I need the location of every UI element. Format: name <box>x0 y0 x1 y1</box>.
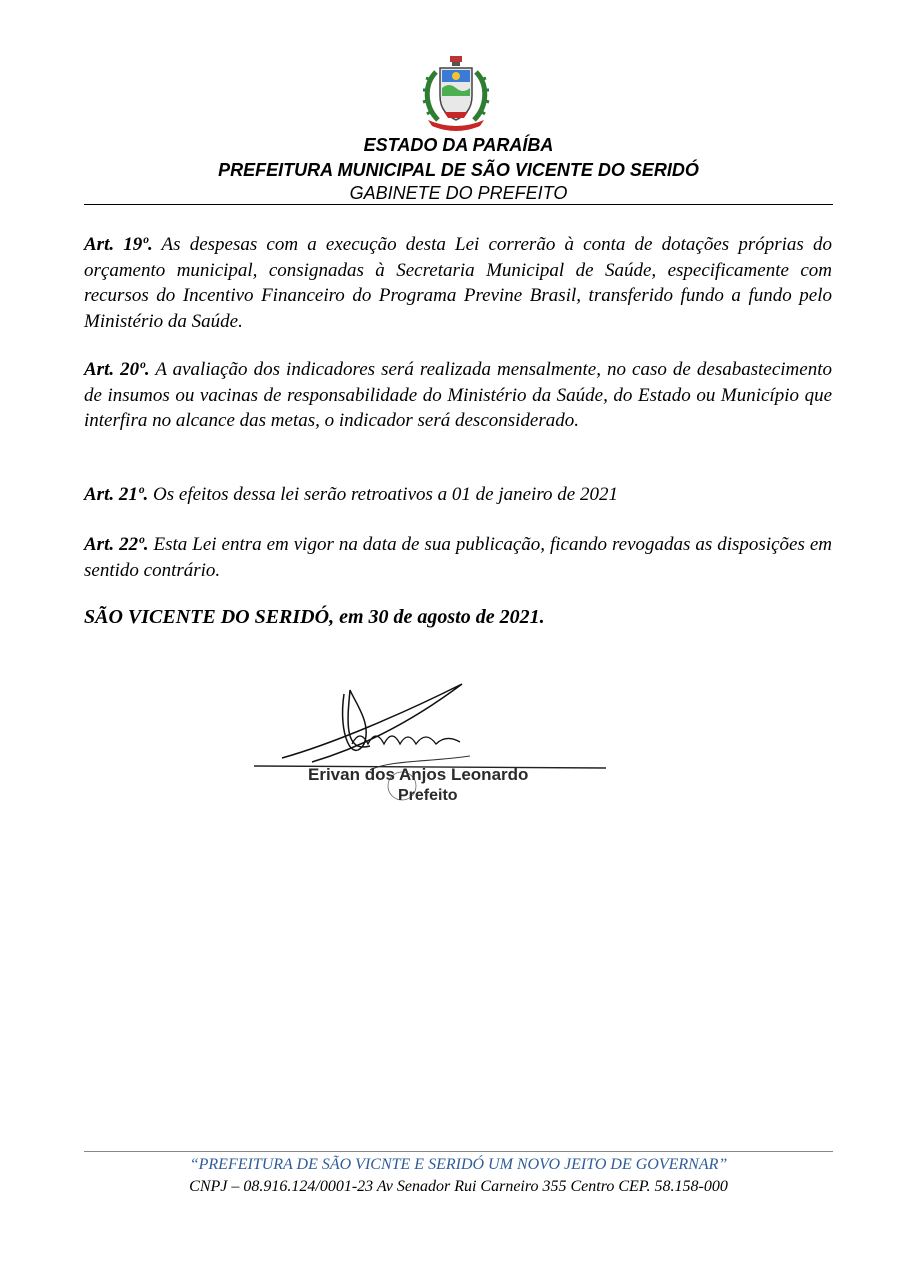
coat-of-arms-icon <box>418 54 494 134</box>
signer-role: Prefeito <box>398 787 458 804</box>
header-divider <box>84 204 833 205</box>
header-state: ESTADO DA PARAÍBA <box>363 135 554 155</box>
article-20-label: Art. 20º. <box>84 359 150 380</box>
article-21-text: Os efeitos dessa lei serão retroativos a 01 de janeiro de 2021 <box>153 484 618 505</box>
article-19 <box>84 232 832 334</box>
article-20 <box>84 357 832 434</box>
article-21-label: Art. 21º. <box>84 484 149 505</box>
article-19-label: Art. 19º. <box>84 234 153 255</box>
footer-slogan: “PREFEITURA DE SÃO VICNTE E SERIDÓ UM NOVO JEITO DE GOVERNAR” <box>189 1156 728 1173</box>
header-office: GABINETE DO PREFEITO <box>349 183 568 203</box>
dateline: SÃO VICENTE DO SERIDÓ, em 30 de agosto de 2021. <box>84 606 545 628</box>
article-22-label: Art. 22º. <box>84 534 149 555</box>
header-municipality: PREFEITURA MUNICIPAL DE SÃO VICENTE DO SERIDÓ <box>218 160 699 180</box>
footer-divider <box>84 1151 833 1152</box>
article-21 <box>84 482 832 508</box>
footer-contact: CNPJ – 08.916.124/0001-23 Av Senador Rui Carneiro 355 Centro CEP. 58.158-000 <box>189 1178 728 1195</box>
signer-name: Erivan dos Anjos Leonardo <box>308 765 529 784</box>
article-22 <box>84 532 832 583</box>
article-19-text: As despesas com a execução desta Lei correrão à conta de dotações próprias do orçamento municipal, consignadas à Secretaria Municipal de Saúde, especificamente com recursos do Incentivo Financeiro do Programa Previne Brasil, transferido fundo a fundo pelo Ministério da Saúde. <box>84 234 832 332</box>
article-22-text: Esta Lei entra em vigor na data de sua publicação, ficando revogadas as disposições em sentido contrário. <box>84 534 832 581</box>
article-20-text: A avaliação dos indicadores será realizada mensalmente, no caso de desabastecimento de insumos ou vacinas de responsabilidade do Ministério da Saúde, do Estado ou Município que interfira no alcance das metas, o indicador será desconsiderado. <box>84 359 832 431</box>
